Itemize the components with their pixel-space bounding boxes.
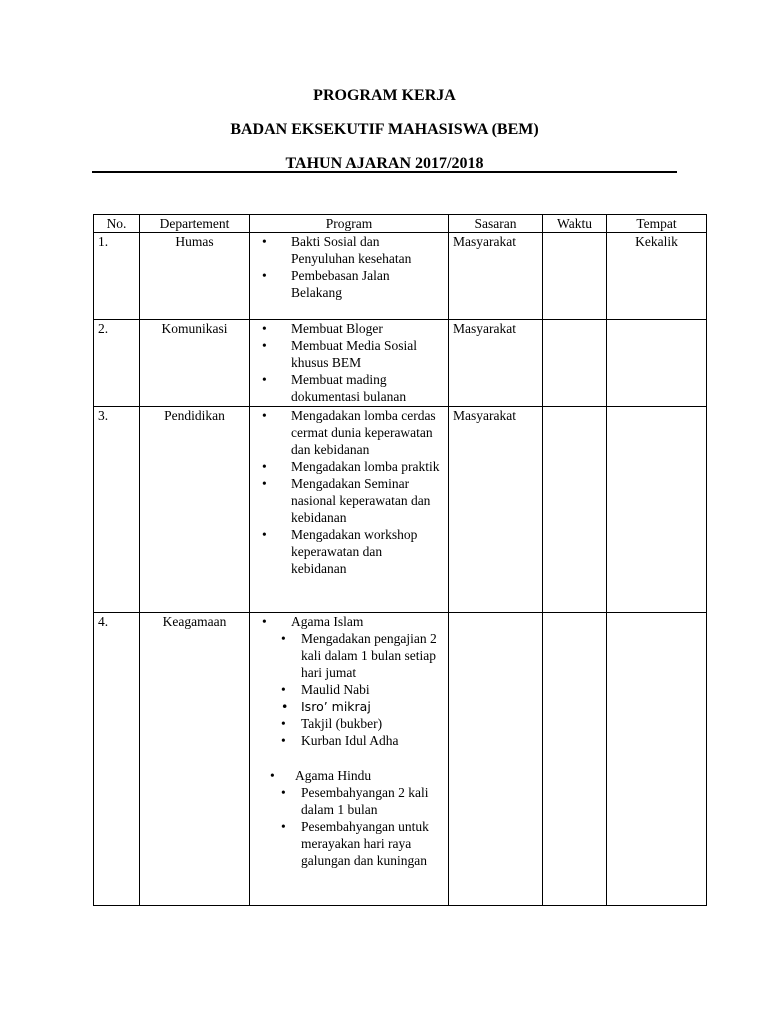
program-item: • Maulid Nabi	[254, 681, 444, 698]
program-item: • Mengadakan workshop keperawatan dan kebidanan	[254, 526, 444, 577]
table-row	[94, 233, 707, 320]
program-item: • Kurban Idul Adha	[254, 732, 444, 749]
program-item: • Isro’ mikraj	[254, 698, 444, 715]
program-item: • Mengadakan lomba cerdas cermat dunia keperawatan dan kebidanan	[254, 407, 444, 458]
program-item: • Bakti Sosial dan Penyuluhan kesehatan	[254, 233, 444, 267]
document-title: PROGRAM KERJA	[313, 87, 456, 104]
program-item: • Membuat Media Sosial khusus BEM	[254, 337, 444, 371]
header-waktu: Waktu	[543, 215, 607, 233]
program-item: • Membuat Bloger	[254, 320, 444, 337]
header-departement: Departement	[140, 215, 250, 233]
row-department: Komunikasi	[140, 320, 250, 407]
program-table	[93, 214, 707, 906]
row-number: 1.	[94, 233, 140, 320]
row-tempat	[607, 407, 707, 613]
program-item: • Takjil (bukber)	[254, 715, 444, 732]
row-department: Pendidikan	[140, 407, 250, 613]
row-department: Humas	[140, 233, 250, 320]
row-programs	[250, 320, 449, 407]
row-sasaran	[449, 613, 543, 906]
row-sasaran: Masyarakat	[449, 407, 543, 613]
document-header	[92, 86, 677, 174]
table-row	[94, 320, 707, 407]
table-row	[94, 613, 707, 906]
row-waktu	[543, 233, 607, 320]
group-spacer	[254, 749, 444, 767]
row-waktu	[543, 613, 607, 906]
program-item: • Mengadakan lomba praktik	[254, 458, 444, 475]
row-number: 3.	[94, 407, 140, 613]
row-tempat	[607, 320, 707, 407]
row-programs	[250, 407, 449, 613]
row-number: 2.	[94, 320, 140, 407]
table-header-row	[94, 215, 707, 233]
row-waktu	[543, 407, 607, 613]
row-sasaran: Masyarakat	[449, 320, 543, 407]
header-program: Program	[250, 215, 449, 233]
program-item: • Pesembahyangan 2 kali dalam 1 bulan	[254, 784, 444, 818]
program-item: • Pesembahyangan untuk merayakan hari raya galungan dan kuningan	[254, 818, 444, 869]
row-sasaran: Masyarakat	[449, 233, 543, 320]
row-programs	[250, 613, 449, 906]
row-waktu	[543, 320, 607, 407]
program-item: • Mengadakan pengajian 2 kali dalam 1 bulan setiap hari jumat	[254, 630, 444, 681]
row-number: 4.	[94, 613, 140, 906]
header-divider	[92, 171, 677, 173]
table-row	[94, 407, 707, 613]
academic-year: TAHUN AJARAN 2017/2018	[285, 155, 484, 172]
header-no: No.	[94, 215, 140, 233]
header-sasaran: Sasaran	[449, 215, 543, 233]
row-department: Keagamaan	[140, 613, 250, 906]
program-item: • Mengadakan Seminar nasional keperawatan dan kebidanan	[254, 475, 444, 526]
row-programs	[250, 233, 449, 320]
row-tempat: Kekalik	[607, 233, 707, 320]
program-group-title: • Agama Hindu	[254, 767, 444, 784]
organization-name: BADAN EKSEKUTIF MAHASISWA (BEM)	[230, 121, 539, 138]
row-tempat	[607, 613, 707, 906]
program-group-title: • Agama Islam	[254, 613, 444, 630]
header-tempat: Tempat	[607, 215, 707, 233]
program-item: • Pembebasan Jalan Belakang	[254, 267, 444, 301]
program-item: • Membuat mading dokumentasi bulanan	[254, 371, 444, 405]
